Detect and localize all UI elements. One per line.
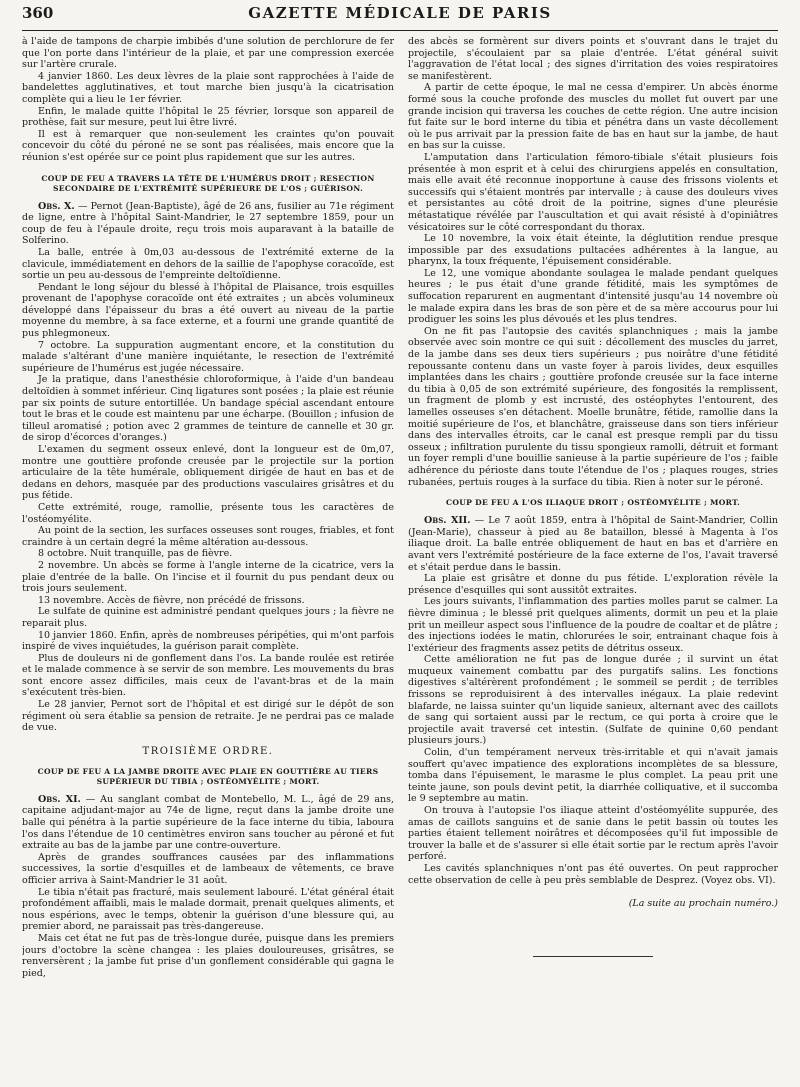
page-header	[22, 4, 778, 31]
order-heading: TROISIÈME ORDRE.	[142, 745, 274, 757]
paragraph: Cette amélioration ne fut pas de longue durée ; il survint un état muqueux vainement combattu par des purgatifs salins. Les fonctions digestives s'altérèrent profondément ; le sommeil se perdit ; de terribles frissons se reproduisirent à des intervalles inégaux. La plaie redevint blafarde, ne laissa suinter qu'un liquide sanieux, alternant avec des caillots de sang qui sortaient aussi par le rectum, ce qui porta à croire que le projectile avait traversé cet intestin. (Sulfate de quinine 0,60 pendant plusieurs jours.)	[408, 654, 778, 747]
observation-paragraph	[408, 515, 778, 573]
paragraph: Je la pratique, dans l'anesthésie chloroformique, à l'aide d'un bandeau deltoïdien à sommet inférieur. Cinq ligatures sont posées ; la plaie est réunie par six points de suture entortillée. Un bandage spécial ascendant entoure tout le bras et le coude est maintenu par une écharpe. (Bouillon ; infusion de tilleul aromatisé ; potion avec 2 grammes de teinture de cannelle et 30 gr. de sirop d'écorces d'oranges.)	[22, 374, 394, 444]
paragraph: 4 janvier 1860. Les deux lèvres de la plaie sont rapprochées à l'aide de bandelettes agglutinatives, et tout marche bien jusqu'à la cicatrisation complète qui a lieu le 1er février.	[22, 70, 394, 105]
text-columns	[22, 36, 778, 1081]
paragraph: La plaie est grisâtre et donne du pus fétide. L'exploration révèle la présence d'esquilles qui sont aussitôt extraites.	[408, 573, 778, 596]
paragraph: Colin, d'un tempérament nerveux très-irritable et qui n'avait jamais souffert qu'avec impatience des explorations incomplètes de sa blessure, tomba dans l'épuisement, le marasme le plus complet. La peau prit une teinte jaune, son pouls devint petit, la diarrhée colliquative, et il succomba le 9 septembre au matin.	[408, 747, 778, 805]
paragraph: Le sulfate de quinine est administré pendant quelques jours ; la fièvre ne reparait plus.	[22, 606, 394, 629]
paragraph: Il est à remarquer que non-seulement les craintes qu'on pouvait concevoir du côté du péroné ne se sont pas réalisées, mais encore que la réunion s'est opérée sur ce point plus rapidement que sur les autres.	[22, 128, 394, 163]
paragraph: Les jours suivants, l'inflammation des parties molles parut se calmer. La fièvre diminua ; le blessé prit quelques aliments, dormit un peu et la plaie prit un meilleur aspect sous l'influence de la poudre de coaltar et de plâtre ; des injections iodées le matin, chlorurées le soir, entrainant chaque fois à l'extérieur des fragments assez petits de détritus osseux.	[408, 596, 778, 654]
observation-text: — Pernot (Jean-Baptiste), âgé de 26 ans, fusilier au 71e régiment de ligne, entre à l'hôpital Saint-Mandrier, le 27 septembre 1859, pour un coup de feu à l'épaule droite, reçu trois mois auparavant à la bataille de Solferino.	[22, 200, 394, 247]
paragraph: L'amputation dans l'articulation fémoro-tibiale s'était plusieurs fois présentée à mon esprit et à celui des chirurgiens appelés en consultation, mais elle avait été reconnue inopportune à cause des frissons violents et successifs qui s'étaient montrés par intervalle ; à cause des douleurs vives et persistantes au côté droit de la poitrine, signes d'une pleurésie métastatique révélée par l'auscultation et qui avait résisté à d'opiniâtres vésicatoires sur le côté correspondant du thorax.	[408, 151, 778, 233]
paragraph: Mais cet état ne fut pas de très-longue durée, puisque dans les premiers jours d'octobre la scène changea : les plaies douloureuses, grisâtres, se renversèrent ; la jambe fut prise d'un gonflement considérable qui gagna le pied,	[22, 932, 394, 979]
observation-label: Obs. X.	[38, 200, 75, 212]
paragraph: Les cavités splanchniques n'ont pas été ouvertes. On peut rapprocher cette observation de celle à peu près semblable de Desprez. (Voyez obs. VI).	[408, 862, 778, 886]
paragraph: 13 novembre. Accès de fièvre, non précédé de frissons.	[38, 594, 305, 606]
observation-text: — Au sanglant combat de Montebello, M. L., âgé de 29 ans, capitaine adjudant-major au 74e de ligne, reçut dans la jambe droite une balle qui pénétra à la partie supérieure de la face interne du tibia, laboura l'os dans l'étendue de 10 centimètres environ sans toucher au péroné et fut extraite au bas de la jambe par une contre-ouverture.	[22, 793, 394, 852]
observation-paragraph	[22, 201, 394, 247]
paragraph: 10 janvier 1860. Enfin, après de nombreuses péripéties, qui m'ont parfois inspiré de vives inquiétudes, la guérison parait complète.	[22, 629, 394, 653]
paragraph: Le 28 janvier, Pernot sort de l'hôpital et est dirigé sur le dépôt de son régiment où sera établie sa pension de retraite. Je ne perdrai pas ce malade de vue.	[22, 699, 394, 734]
paragraph: On ne fit pas l'autopsie des cavités splanchniques ; mais la jambe observée avec soin montre ce qui suit : décollement des muscles du jarret, de la jambe dans ses deux tiers supérieurs ; pus noirâtre d'une fétidité repoussante contenu dans un vaste foyer à parois livides, deux esquilles implantées dans les chairs ; gouttière profonde creusée sur la face interne du tibia à 0,05 de son extrémité supérieure, des fongosités la remplissent, un fragment de plomb y est incrusté, des ostéophytes l'entourent, des lamelles osseuses s'en détachent. Moelle brunâtre, fétide, ramollie dans la moitié supérieure de l'os, et blanchâtre, graisseuse dans son tiers inférieur dans des intervalles étroits, car le canal est presque rempli par du tissu osseux ; infiltration purulente du tissu spongieux ramolli, détruit et formant un foyer rempli d'une bouillie sanieuse à la partie supérieure de l'os ; faible adhérence du périoste dans toute l'étendue de l'os ; plaques rouges, stries rubanées, pertuis rouges à la surface du tibia. Rien à noter sur le péroné.	[408, 325, 778, 488]
observation-label: Obs. XII.	[424, 515, 471, 527]
paragraph: 7 octobre. La suppuration augmentant encore, et la constitution du malade s'altérant d'une manière inquiétante, le resection de l'extrémité supérieure de l'humérus est jugée nécessaire.	[22, 339, 394, 374]
paragraph: des abcès se formèrent sur divers points et s'ouvrant dans le trajet du projectile, s'écoulaient par sa plaie d'entrée. L'état général suivit l'aggravation de l'état local ; des signes d'irritation des voies respiratoires se manifestèrent.	[408, 36, 778, 82]
paragraph: Enfin, le malade quitte l'hôpital le 25 février, lorsque son appareil de prothèse, fait sur mesure, peut lui être livré.	[22, 105, 394, 129]
left-column	[22, 36, 394, 1081]
observation-paragraph	[22, 794, 394, 852]
paragraph: A partir de cette époque, le mal ne cessa d'empirer. Un abcès énorme formé sous la couche profonde des muscles du mollet fut ouvert par une grande incision qui traversa les couches de cette région. Une autre incision fut faite sur le bord interne du tibia et pénétra dans un vaste décollement où le pus arrivait par la pression faite de bas en haut sur la jambe, de haut en bas sur la cuisse.	[408, 82, 778, 152]
paragraph: Plus de douleurs ni de gonflement dans l'os. La bande roulée est retirée et le malade commence à se servir de son membre. Les mouvements du bras sont encore assez difficiles, mais ceux de l'avant-bras et de la main s'exécutent très-bien.	[22, 652, 394, 699]
continuation-note: (La suite au prochain numéro.)	[628, 898, 778, 910]
paragraph: Après de grandes souffrances causées par des inflammations successives, la sortie d'esquilles et de lambeaux de vêtements, ce brave officier arriva à Saint-Mandrier le 31 août.	[22, 851, 394, 886]
paragraph: On trouva à l'autopsie l'os iliaque atteint d'ostéomyélite suppurée, des amas de caillots sanguins et de sanie dans le petit bassin où toutes les parties étaient tellement noirâtres et décomposées qu'il fut impossible de trouver la balle et de s'assurer si elle était sortie par le rectum après l'avoir perforé.	[408, 805, 778, 863]
observation-text: — Le 7 août 1859, entra à l'hôpital de Saint-Mandrier, Collin (Jean-Marie), chasseur à pied au 8e bataillon, blessé à Magenta à l'os iliaque droit. La balle entrée obliquement de haut en bas et d'arrière en avant vers l'extrémité postérieure de la face externe de l'os, l'avait traversé et s'était perdue dans le bassin.	[408, 515, 778, 573]
observation-label: Obs. XI.	[38, 793, 81, 805]
paragraph: à l'aide de tampons de charpie imbibés d'une solution de perchlorure de fer que l'on porte dans l'intérieur de la plaie, et par une compression exercée sur l'artère crurale.	[22, 36, 394, 71]
end-rule	[533, 956, 653, 957]
paragraph: Le 10 novembre, la voix était éteinte, la déglutition rendue presque impossible par des exsudations pultacées adhérentes à la langue, au pharynx, la toux fréquente, l'épuisement considérable.	[408, 233, 778, 268]
paragraph: Au point de la section, les surfaces osseuses sont rouges, friables, et font craindre à un certain degré la même altération au-dessous.	[22, 525, 394, 548]
paragraph: La balle, entrée à 0m,03 au-dessous de l'extrémité externe de la clavicule, immédiatement en dehors de la saillie de l'apophyse coracoïde, est sortie un peu au-dessous de l'empreinte deltoïdienne.	[22, 246, 394, 282]
paragraph: Cette extrémité, rouge, ramollie, présente tous les caractères de l'ostéomyélite.	[22, 501, 394, 525]
section-heading: COUP DE FEU A LA JAMBE DROITE AVEC PLAIE EN GOUTTIÈRE AU TIERS SUPÉRIEUR DU TIBIA ; OSTÉOMYÉLITE ; MORT.	[37, 766, 379, 786]
paragraph: 2 novembre. Un abcès se forme à l'angle interne de la cicatrice, vers la plaie d'entrée de la balle. On l'incise et il fournit du pus pendant deux ou trois jours seulement.	[22, 559, 394, 595]
paragraph: Le tibia n'était pas fracturé, mais seulement labouré. L'état général était profondément affaibli, mais le malade dormait, prenait quelques aliments, et nous espérions, avec le temps, obtenir la guérison d'une blessure qui, au premier abord, ne paraissait pas très-dangereuse.	[22, 886, 394, 933]
section-heading: COUP DE FEU A L'OS ILIAQUE DROIT ; OSTÉOMYÉLITE ; MORT.	[445, 498, 741, 508]
page-number: 360	[22, 4, 54, 22]
right-column	[408, 36, 778, 1081]
paragraph: 8 octobre. Nuit tranquille, pas de fièvre.	[38, 548, 233, 560]
paragraph: Le 12, une vomique abondante soulagea le malade pendant quelques heures ; le pus était d'une grande fétidité, mais les symptômes de suffocation reparurent en augmentant d'intensité jusqu'au 14 novembre où le malade expira dans les bras de son père et de sa mère accourus pour lui prodiguer les soins les plus dévoués et les plus tendres.	[408, 267, 778, 326]
journal-title: GAZETTE MÉDICALE DE PARIS	[248, 4, 552, 22]
section-heading: COUP DE FEU A TRAVERS LA TÊTE DE L'HUMÉRUS DROIT ; RESECTION SECONDAIRE DE L'EXTRÉMITÉ SUPÉRIEURE DE L'OS ; GUÉRISON.	[41, 173, 375, 193]
paragraph: Pendant le long séjour du blessé à l'hôpital de Plaisance, trois esquilles provenant de l'apophyse coracoïde ont été extraites ; un abcès volumineux développé dans l'épaisseur du bras a été ouvert au niveau de la partie moyenne du membre, à sa face externe, et a fourni une grande quantité de pus phlegmoneux.	[22, 281, 394, 340]
paragraph: L'examen du segment osseux enlevé, dont la longueur est de 0m,07, montre une gouttière profonde creusée par le projectile sur la portion articulaire de la tête humérale, obliquement dirigée de haut en bas et de dedans en dehors, masquée par des productions vasculaires grisâtres et du pus fétide.	[22, 444, 394, 502]
